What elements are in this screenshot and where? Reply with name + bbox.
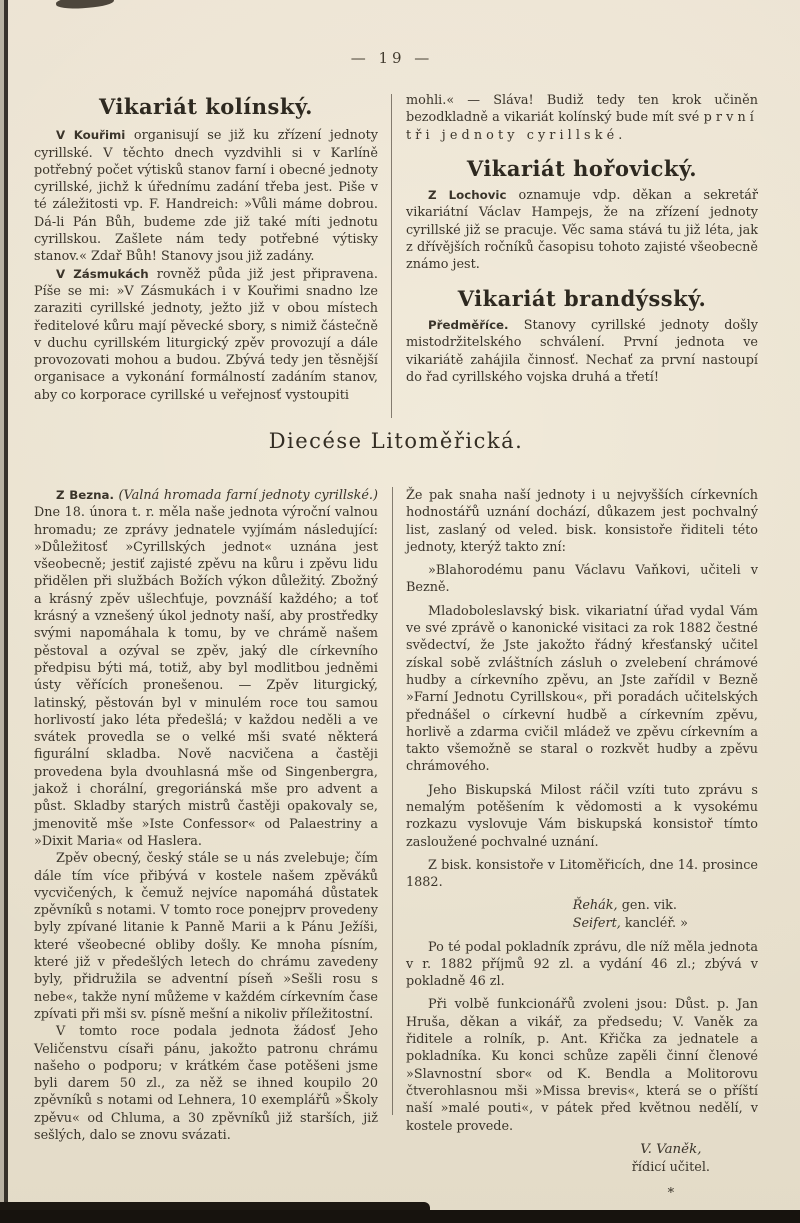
paragraph-letter-dateline <box>406 857 758 892</box>
paragraph-text: Jeho Biskupská Milost ráčil vzíti tuto zprávu s nemalým potěšením k vědomosti a k vysokému rozkazu vyslovuje Vám biskupská konsistoř tímto zasloužené pochvalné uznání. <box>406 782 758 850</box>
paragraph-text: mohli.« — Sláva! Budiž tedy ten krok učiněn bezodkladně a vikariát kolínský bude mít své <box>406 93 758 126</box>
signature-block-vanek <box>632 1141 710 1203</box>
column-top-right <box>406 92 758 386</box>
paragraph-letter-address <box>406 562 758 597</box>
heading-vikariat-horovicky: Vikariát hořovický. <box>466 155 698 181</box>
signature-line <box>573 897 688 915</box>
paragraph-text: V tomto roce podala jednota žádosť Jeho Veličenstvu císaři pánu, jakožto patronu chrámu našeho o podporu; v krátkém čase potěšeni jsme byli darem 50 zl., za něž se ihned koupilo 20 zpěvníků s notami od Lehnera, 10 exemplářů »Školy zpěvu« od Chluma, a 30 zpěvníků již starších, již sešlých, dalo se znovu svázati. <box>34 1024 378 1143</box>
scan-artifact-left-edge <box>4 0 8 1223</box>
paragraph-text: Mladoboleslavský bisk. vikariatní úřad vydal Vám ve své zprávě o kanonické visitaci za rok 1882 čestné svědectví, že Jste jakožto řádný křesťanský učitel získal sobě zvláštních zásluh o zvelebení chrámové hudby a církevního zpěvu, an Jste zařídil v Bezně »Farní Jednotu Cyrillskou«, při poradách učitelských přednášel o církevní hudbě a církevním zpěvu, horlivě a zdarma cvičil mládež ve zpěvu církevním a takto všemožně se staral o rozkvět hudby a zpěvu chrámového. <box>406 603 758 775</box>
signature-role: kancléř. » <box>620 915 688 931</box>
scan-artifact-top-smudge <box>56 0 115 10</box>
signature-name: Řehák, <box>572 897 618 913</box>
paragraph-text: »Blahorodému panu Václavu Vaňkovi, učiteli v Bezně. <box>406 563 758 596</box>
column-bottom-left <box>34 487 378 1144</box>
column-bottom-right <box>406 487 758 1203</box>
signature-role: gen. vik. <box>617 897 677 913</box>
column-divider-bottom <box>392 487 393 1115</box>
signature-line <box>573 915 688 933</box>
paragraph-letter-body <box>406 603 758 776</box>
paragraph-lead-bezno: Z Bezna. <box>56 488 114 502</box>
paragraph-text: Z bisk. konsistoře v Litoměřicích, dne 14. prosince 1882. <box>406 857 758 891</box>
emphasized-spaced-text: první tři jednoty cyrillské. <box>406 110 758 143</box>
column-divider-top <box>391 94 392 418</box>
paragraph-uznani-intro <box>406 487 758 556</box>
heading-diecese-litomericka: Diecése Litoměřická. <box>268 429 524 453</box>
signature-name: Seifert, <box>572 915 621 931</box>
paragraph-pokladnik <box>406 939 758 991</box>
paragraph-predmerice <box>406 317 758 386</box>
column-top-left <box>34 92 378 404</box>
signature-block-konsistor <box>573 897 688 933</box>
paragraph-lochovice <box>406 187 758 273</box>
paragraph-kourim <box>34 127 378 265</box>
paragraph-bezno-report <box>34 487 378 850</box>
page-number: — 19 — <box>350 49 434 67</box>
paragraph-letter-praise <box>406 782 758 851</box>
italic-subtitle: (Valná hromada farní jednoty cyrillské.) <box>113 488 378 503</box>
paragraph-text: rovněž půda již jest připravena. Píše se mi: »V Zásmukách i v Kouřimi snadno lze zaraziti cyrillské jednoty, ježto již v obou místech ředitelové kůru mají pěvecké sbory, s nimiž částečně v duchu cyrillském liturgický zpěv provozují a dále provozovati mohou a budou. Zbývá tedy jen těsnější organisace a vykonání formálností zadáním stanov, aby co korporace cyrillské u veřejnosť vystoupiti <box>34 266 378 403</box>
paragraph-lead-lochovice: Z Lochovic <box>428 188 507 203</box>
paragraph-zasmuky <box>34 266 378 404</box>
paragraph-text: oznamuje vdp. děkan a sekretář vikariátní Václav Hampejs, že na zřízení jednoty cyrillské již se pracuje. Věc sama stává tu již léta, jak z dřívějších ročníků časopisu tohoto zajisté všeobecně známo jest. <box>406 188 758 273</box>
paragraph-volba-funkcionaru <box>406 996 758 1134</box>
paragraph-lead-zasmuky: V Zásmukách <box>56 266 149 281</box>
paragraph-text: Že pak snaha naší jednoty i u nejvyšších církevních hodnostářů uznání dochází, důkazem jest pochvalný list, zaslaný od veled. bisk. konsistoře řiditeli této jednoty, kterýž takto zní: <box>406 488 758 555</box>
paragraph-continuation <box>406 92 758 144</box>
scan-artifact-bottom-edge <box>0 1210 800 1223</box>
paragraph-text: Po té podal pokladník zprávu, dle níž měla jednota v r. 1882 příjmů 92 zl. a vydání 46 zl.; zbývá v pokladně 46 zl. <box>406 939 758 990</box>
heading-vikariat-kolinsky: Vikariát kolínský. <box>99 94 313 119</box>
paragraph-text: Stanovy cyrillské jednoty došly mistodržitelského schválení. První jednota ve vikariátě zahájila činnosť. Nechať za první nastoupí do řad cyrillského vojska druhá a třetí! <box>406 317 758 385</box>
heading-vikariat-brandyssky: Vikariát brandýsský. <box>457 285 707 311</box>
paragraph-text: Při volbě funkcionářů zvoleni jsou: Důst. p. Jan Hruša, děkan a vikář, za předsedu; V. Vaněk za řiditele a rolník, p. Ant. Křička za jednatele a pokladníka. Ku konci schůze zapěli činní členové »Slavnostní sbor« od K. Bendla a Molitorovu čtverohlasnou mši »Missa brevis«, která se o příští naší »malé pouti«, v pátek před květnou nedělí, v kostele provede. <box>406 997 758 1134</box>
paragraph-text: Dne 18. února t. r. měla naše jednota výroční valnou hromadu; ze zprávy jednatele vyjímám následující: »Důležitosť »Cyrillských jednot« uznána jest všeobecně; jestiť zajisté zpěvu na kůru i zpěvu lidu přidělen při službách Božích výkon důležitý. Zbožný a krásný zpěv ušlechťuje, povznáší každého; a toť krásný a vznešený úkol jednoty naší, aby prostředky svými napomáhala k tomu, by ve chrámě našem pěstoval a ozýval se zpěv, jaký dle církevního předpisu býti má, totiž, aby byl modlitbou jedněmi ústy věřících pronešenou. — Zpěv liturgický, latinský, pěstován byl v minulém roce tou samou horlivostí jako léta předešlá; v každou neděli a ve svátek provedla se o velké mši svaté některá figurální skladba. Nově nacvičena a častěji provedena byla dvouhlasná mše od Singenbergra, jakož i chorální, gregoriánská mše pro advent a půst. Skladby starých mistrů častěji opakovaly se, jmenovitě mše »Iste Confessor« od Palaestriny a »Dixit Maria« od Haslera. <box>34 505 378 849</box>
paragraph-lead-predmerice: Předměříce. <box>428 317 509 332</box>
paragraph-lead-kourim: V Kouřimi <box>56 128 126 143</box>
paragraph-zpev-obecny <box>34 850 378 1023</box>
paragraph-text: organisují se již ku zřízení jednoty cyrillské. V těchto dnech vyzdvihli si v Karlíně potřebný počet výtisků stanov farní i obecné jednoty cyrillské, jichž k úřednímu zadání třeba jest. Piše v té záležitosti vp. F. Handreich: »Vůli máme dobrou. Dá-li Pán Bůh, budeme zde již také míti jednotu cyrillskou. Zašlete nám tedy potřebné výtisky stanov.« Zdař Bůh! Stanovy jsou již zadány. <box>34 128 378 265</box>
paragraph-text: Zpěv obecný, český stále se u nás zvelebuje; čím dále tím více přibývá v kostele našem zpěváků vycvičených, k čemuž nejvíce napomáhá důstatek zpěvníků s notami. V tomto roce ponejprv provedeny byly zpívané litanie k Panně Marii a k Pánu Ježíši, které všeobecné obliby došly. Ke mnoha písním, které již v předešlých letech do chrámu zavedeny byly, přidružila se adventní píseň »Sešli rosu s nebe«, takže nyní můžeme v každém církevním čase zpívati při mši sv. písně mešní a nikoliv příležitostní. <box>34 851 378 1022</box>
signature-name: V. Vaněk, <box>640 1141 702 1157</box>
footnote-asterisk: * <box>667 1185 675 1201</box>
paragraph-zadost-cisari <box>34 1023 378 1144</box>
signature-role: řídicí učitel. <box>631 1159 710 1175</box>
